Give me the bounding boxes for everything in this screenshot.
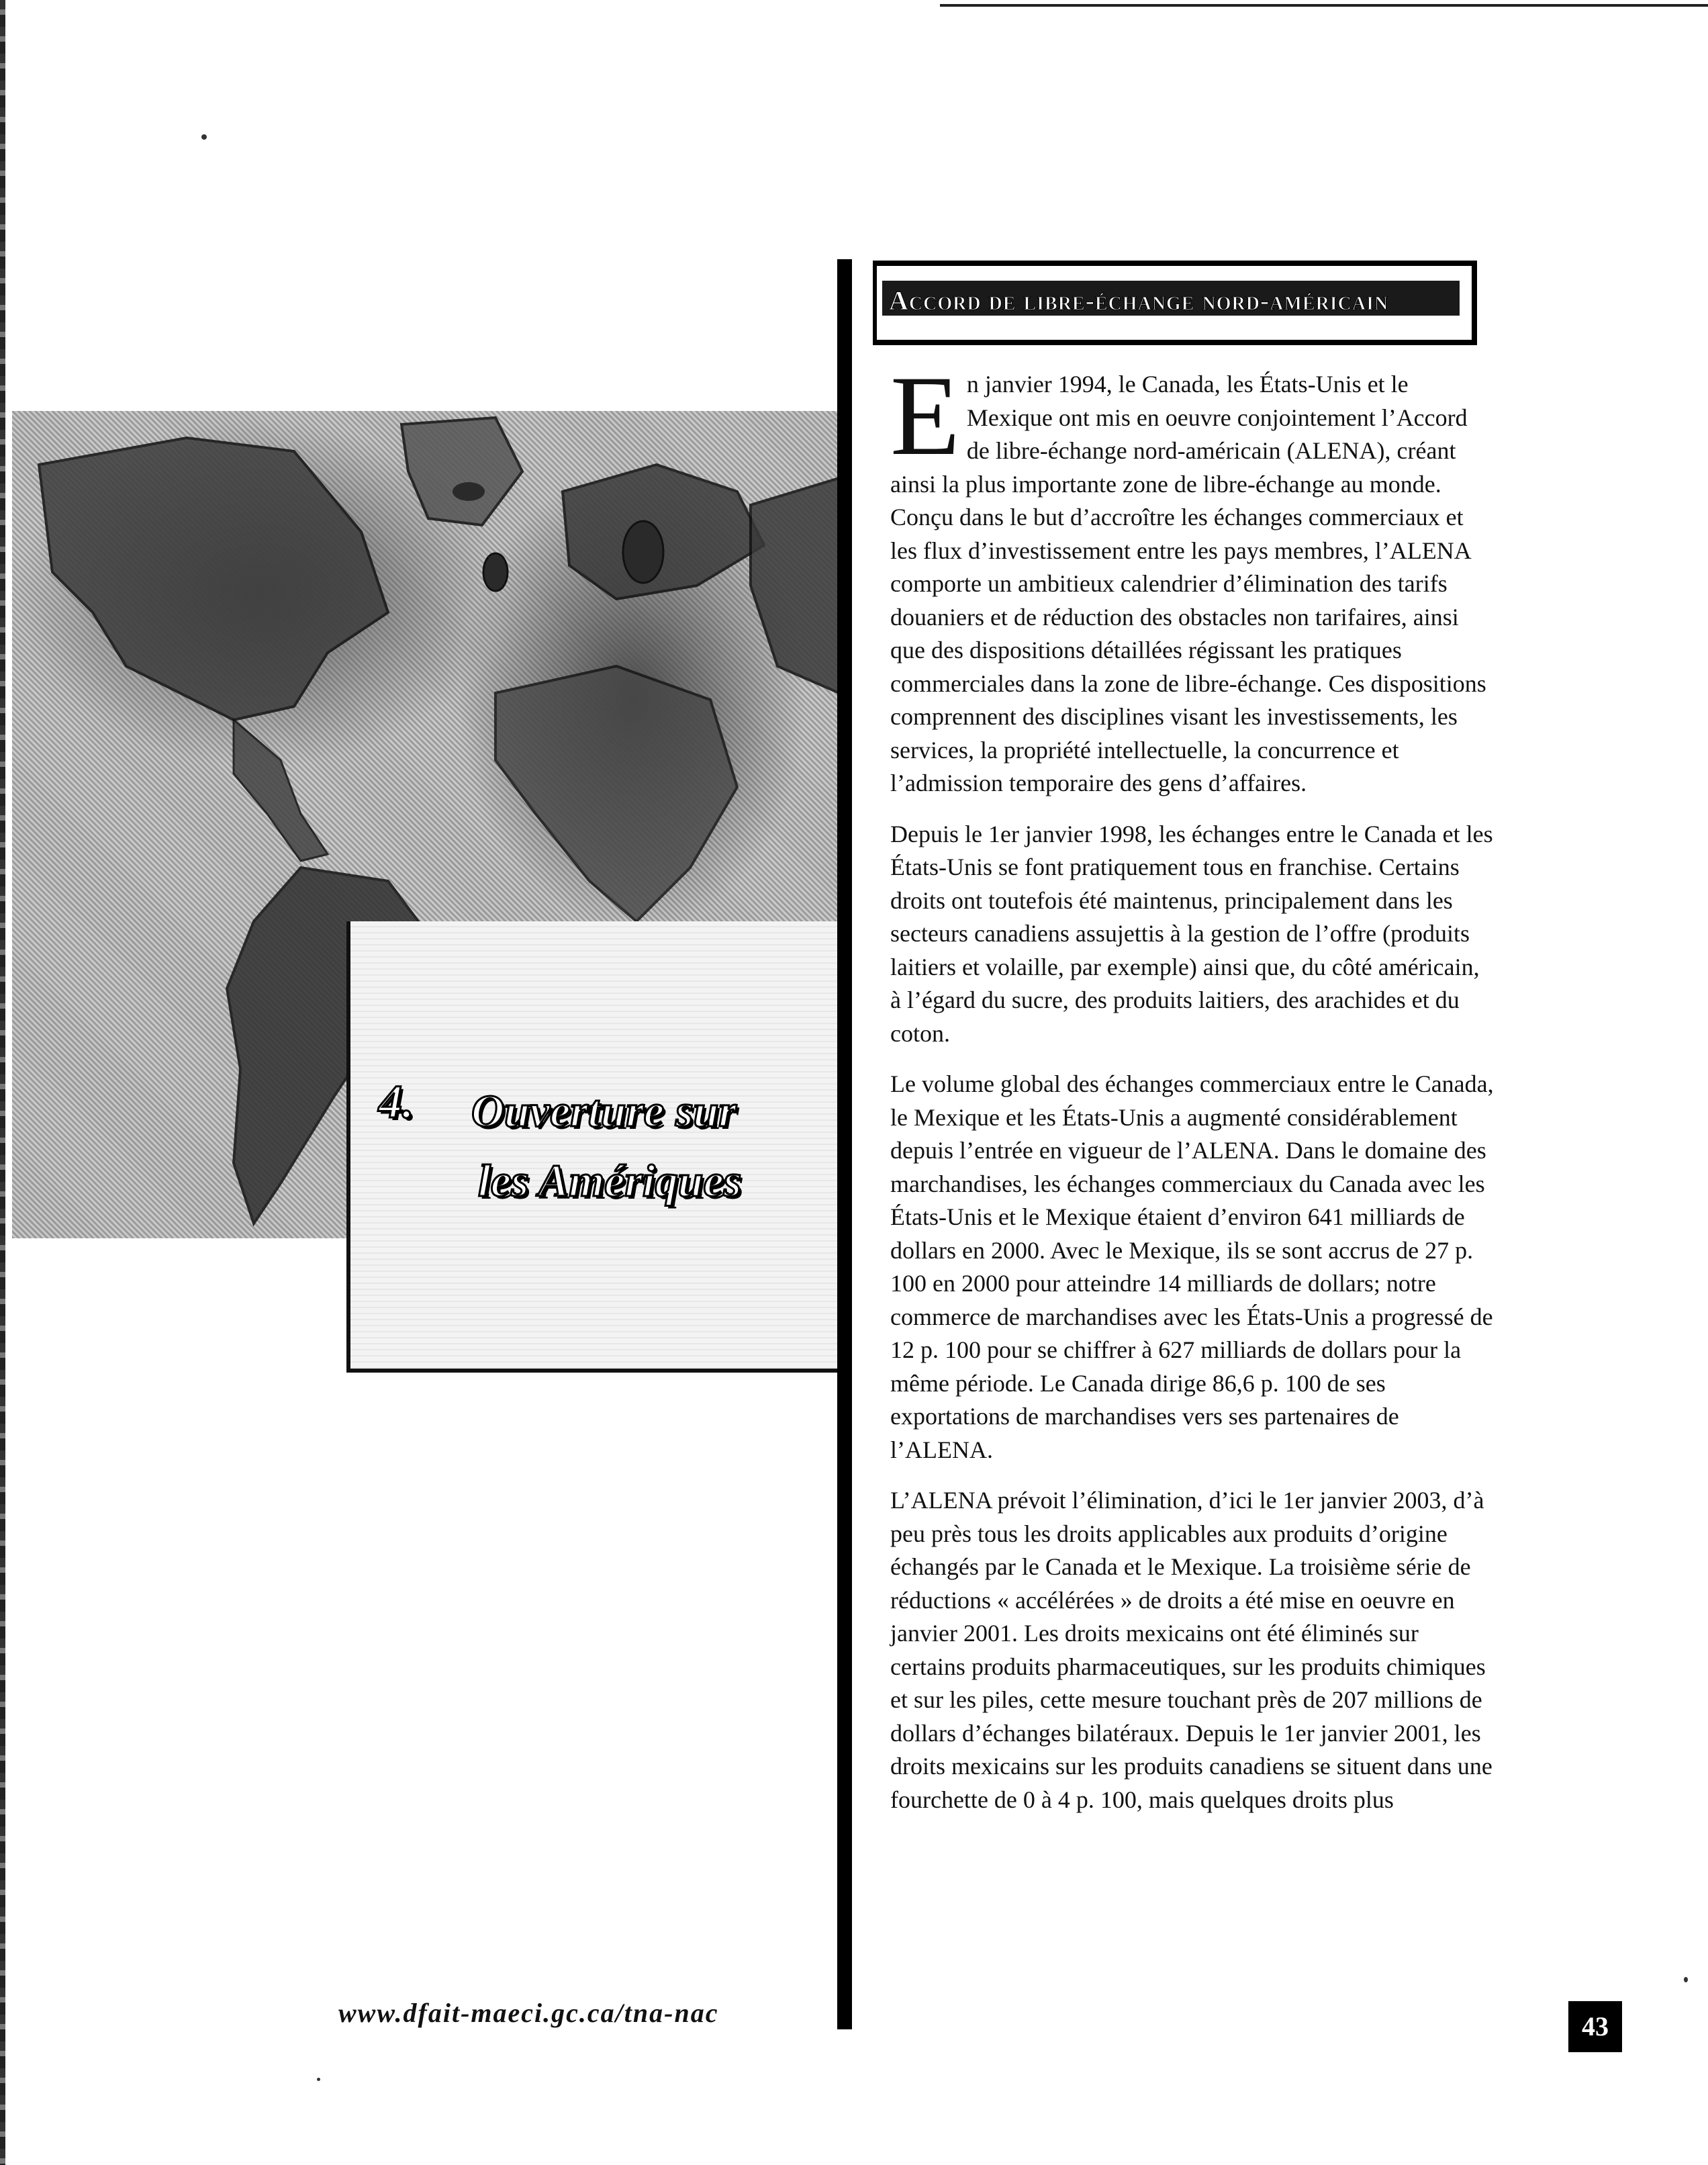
drop-cap: E	[890, 353, 960, 479]
chapter-title-line-1: Ouverture sur	[471, 1085, 737, 1136]
article-body	[890, 353, 1494, 1834]
column-rule	[837, 259, 852, 2029]
page-number: 43	[1568, 2001, 1622, 2052]
paragraph-3: Le volume global des échanges commerciaux entre le Canada, le Mexique et les États-Unis a augmenté considérablement depuis l’entrée en vigueur de l’ALENA. Dans le domaine des marchandises, les échanges commerciaux du Canada avec les États-Unis et le Mexique étaient d’environ 641 milliards de dollars en 2000. Avec le Mexique, ils se sont accrus de 27 p. 100 en 2000 pour atteindre 14 milliards de dollars; notre commerce de marchandises avec les États-Unis a progressé de 12 p. 100 pour se chiffrer à 627 milliards de dollars pour la même période. Le Canada dirige 86,6 p. 100 de ses exportations de marchandises vers ses partenaires de l’ALENA.	[890, 1070, 1494, 1463]
scan-speck	[201, 134, 207, 140]
scan-top-line	[940, 4, 1708, 7]
chapter-title-box	[346, 921, 839, 1373]
scan-left-edge	[0, 0, 5, 2165]
paragraph-4: L’ALENA prévoit l’élimination, d’ici le 1er janvier 2003, d’à peu près tous les droits applicables aux produits d’origine échangés par le Canada et le Mexique. La troisième série de réductions « accélérées » de droits a été mise en oeuvre en janvier 2001. Les droits mexicains ont été éliminés sur certains produits pharmaceutiques, sur les produits chimiques et sur les piles, cette mesure touchant près de 207 millions de dollars d’échanges bilatéraux. Depuis le 1er janvier 2001, les droits mexicains sur les produits canadiens se situent dans une fourchette de 0 à 4 p. 100, mais quelques droits plus	[890, 1487, 1492, 1813]
section-header-title: Accord de libre-échange nord-américain	[889, 285, 1389, 316]
scan-speck	[1684, 1977, 1688, 1982]
chapter-title	[471, 1076, 820, 1215]
paragraph-1	[890, 353, 1494, 800]
section-header	[873, 261, 1477, 345]
scan-speck	[317, 2078, 320, 2081]
footer-url: www.dfait-maeci.gc.ca/tna-nac	[338, 1998, 719, 2028]
chapter-title-line-2: les Amériques	[478, 1155, 742, 1206]
chapter-number: 4.	[379, 1076, 414, 1128]
paragraph-2: Depuis le 1er janvier 1998, les échanges entre le Canada et les États-Unis se font pratiquement tous en franchise. Certains droits ont toutefois été maintenus, principalement dans les secteurs canadiens assujettis à la gestion de l’offre (produits laitiers et volaille, par exemple) ainsi que, du côté américain, à l’égard du sucre, des produits laitiers, des arachides et du coton.	[890, 820, 1493, 1047]
paragraph-1-text: n janvier 1994, le Canada, les États-Unis et le Mexique ont mis en oeuvre conjointement l’Accord de libre-échange nord-américain (ALENA), créant ainsi la plus importante zone de libre-échange au monde. Conçu dans le but d’accroître les échanges commerciaux et les flux d’investissement entre les pays membres, l’ALENA comporte un ambitieux calendrier d’élimination des tarifs douaniers et de réduction des obstacles non tarifaires, ainsi que des dispositions détaillées régissant les pratiques commerciales dans la zone de libre-échange. Ces dispositions comprennent des disciplines visant les investissements, les services, la propriété intellectuelle, la concurrence et l’admission temporaire des gens d’affaires.	[890, 371, 1486, 796]
section-header-bar	[882, 281, 1460, 316]
